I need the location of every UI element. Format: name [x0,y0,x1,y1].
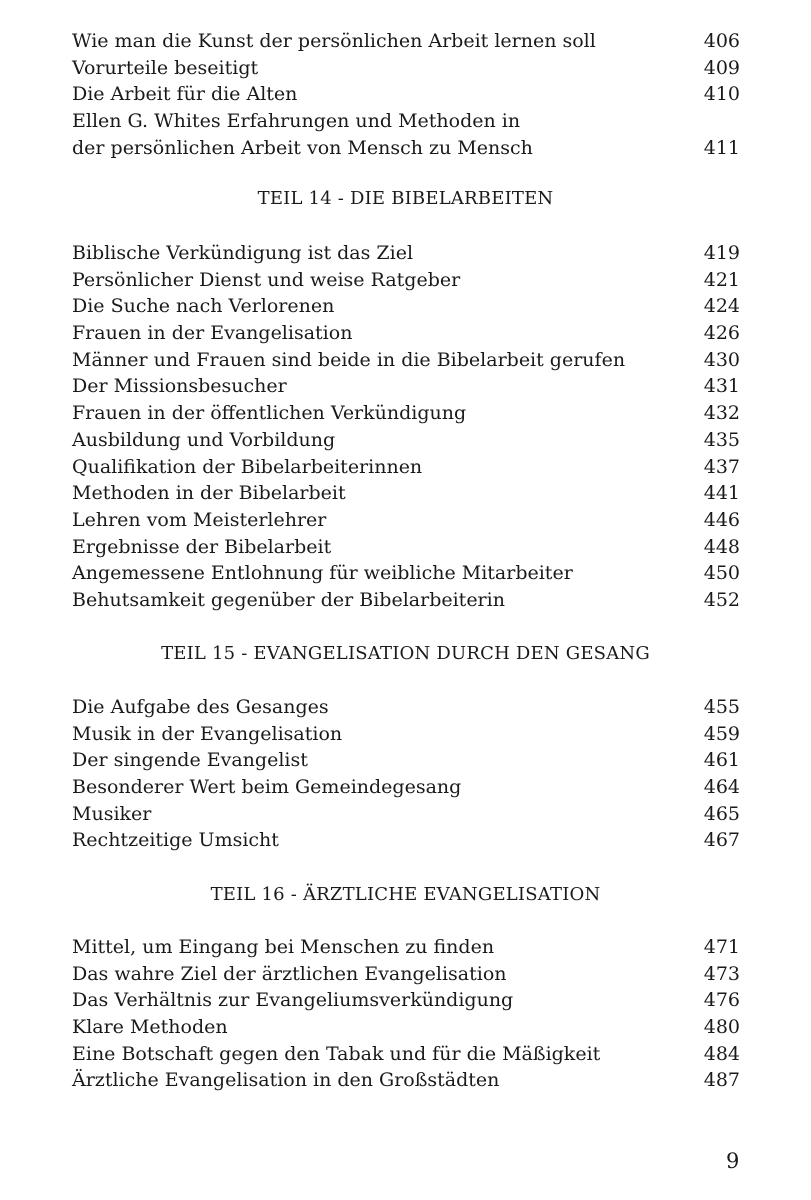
toc-section-14 [72,240,740,614]
toc-entry-title: Rechtzeitige Umsicht [72,829,279,852]
toc-entry-title: Besonderer Wert beim Gemeindegesang [72,776,462,799]
toc-entry-page: 446 [703,508,740,531]
toc-entry-page: 465 [703,802,740,825]
toc-entry-page: 409 [703,56,740,79]
page-number: 9 [726,1149,740,1173]
toc-entry-page: 487 [703,1069,740,1092]
part-heading-14: TEIL 14 - DIE BIBELARBEITEN [257,188,554,209]
toc-entry[interactable] [72,801,740,828]
toc-entry-page: 441 [703,482,740,505]
toc-entry-page: 476 [703,989,740,1012]
toc-entry[interactable] [72,934,740,961]
toc-entry-title: Der Missionsbesucher [72,375,287,398]
toc-entry[interactable] [72,373,740,400]
toc-entry-title: Der singende Evangelist [72,749,308,772]
toc-entry[interactable] [72,1014,740,1041]
toc-entry[interactable] [72,507,740,534]
toc-entry-title: Musiker [72,802,152,825]
part-heading-16: TEIL 16 - ÄRZTLICHE EVANGELISATION [210,884,601,905]
toc-entry-title: der persönlichen Arbeit von Mensch zu Mensch [72,136,533,159]
toc-entry[interactable] [72,454,740,481]
toc-entry-page: 406 [703,30,740,52]
toc-entry[interactable] [72,774,740,801]
toc-entry-title: Frauen in der öffentlichen Verkündigung [72,402,467,425]
toc-entry-title: Biblische Verkündigung ist das Ziel [72,242,414,264]
toc-entry-page: 426 [703,322,740,345]
toc-entry-title: Methoden in der Bibelarbeit [72,482,346,505]
toc-entry-page: 437 [703,455,740,478]
toc-entry[interactable] [72,721,740,748]
toc-entry-title: Behutsamkeit gegenüber der Bibelarbeiterin [72,588,505,611]
toc-entry-page: 410 [703,83,740,106]
toc-entry-page: 435 [703,428,740,451]
toc-entry-title: Persönlicher Dienst und weise Ratgeber [72,268,461,291]
toc-entry-title: Ellen G. Whites Erfahrungen und Methoden in [72,110,521,133]
toc-entry-title: Klare Methoden [72,1016,228,1039]
toc-entry-title: Mittel, um Eingang bei Menschen zu finden [72,936,495,958]
toc-entry-page: 411 [703,136,740,159]
toc-entry-page: 448 [703,535,740,558]
toc-entry[interactable] [72,293,740,320]
toc-entry-page: 473 [703,962,740,985]
toc-entry[interactable] [72,55,740,82]
toc-entry[interactable] [72,747,740,774]
toc-entry-title: Vorurteile beseitigt [72,56,259,79]
toc-entry[interactable] [72,347,740,374]
toc-entry[interactable] [72,28,740,55]
toc-entry[interactable] [72,267,740,294]
toc-entry-title: Das wahre Ziel der ärztlichen Evangelisation [72,962,507,985]
toc-entry-page: 430 [703,348,740,371]
toc-entry[interactable] [72,987,740,1014]
toc-entry-title: Die Arbeit für die Alten [72,83,298,106]
toc-entry[interactable] [72,427,740,454]
part-heading-15: TEIL 15 - EVANGELISATION DURCH DEN GESANG [161,643,650,664]
toc-entry[interactable] [72,135,740,162]
toc-entry-title: Das Verhältnis zur Evangeliumsverkündigung [72,989,514,1012]
toc-entry-page: 455 [703,696,740,718]
toc-entry-title: Wie man die Kunst der persönlichen Arbeit lernen soll [72,30,596,52]
toc-entry-title: Ärztliche Evangelisation in den Großstädten [72,1069,500,1092]
toc-entry-title: Lehren vom Meisterlehrer [72,508,327,531]
toc-entry-title: Eine Botschaft gegen den Tabak und für die Mäßigkeit [72,1042,601,1065]
toc-entry-page: 424 [703,295,740,318]
toc-entry[interactable] [72,81,740,108]
toc-entry-page: 432 [703,402,740,425]
toc-entry[interactable] [72,240,740,267]
toc-entry-title: Die Aufgabe des Gesanges [72,696,329,718]
toc-entry-title: Angemessene Entlohnung für weibliche Mitarbeiter [72,562,573,585]
toc-entry[interactable] [72,1067,740,1094]
toc-entry-page: 467 [703,829,740,852]
toc-entry-page: 419 [703,242,740,264]
toc-entry[interactable] [72,400,740,427]
toc-entry-title: Ausbildung und Vorbildung [72,428,336,451]
toc-entry-page: 484 [703,1042,740,1065]
toc-entry-page: 480 [703,1016,740,1039]
toc-entry[interactable] [72,480,740,507]
toc-entry-title: Männer und Frauen sind beide in die Bibelarbeit gerufen [72,348,626,371]
toc-entry-title: Musik in der Evangelisation [72,722,343,745]
toc-entry-page: 452 [703,588,740,611]
toc-entry-title: Frauen in der Evangelisation [72,322,353,345]
toc-entry[interactable] [72,961,740,988]
toc-section-15 [72,694,740,854]
toc-entry[interactable] [72,587,740,614]
toc-entry-title: Die Suche nach Verlorenen [72,295,335,318]
toc-entry-page: 464 [703,776,740,799]
toc-entry[interactable] [72,534,740,561]
toc-entry-page: 461 [703,749,740,772]
toc-entry-page: 421 [703,268,740,291]
toc-entry-page: 471 [703,936,740,958]
toc-section-13-tail [72,28,740,161]
toc-entry[interactable] [72,560,740,587]
toc-entry-title: Ergebnisse der Bibelarbeit [72,535,332,558]
toc-entry-title: Qualifikation der Bibelarbeiterinnen [72,455,423,478]
toc-entry-page: 431 [703,375,740,398]
toc-entry[interactable] [72,827,740,854]
toc-entry[interactable] [72,320,740,347]
toc-entry[interactable] [72,108,740,135]
toc-entry-page: 450 [703,562,740,585]
toc-entry-page: 459 [703,722,740,745]
toc-entry[interactable] [72,1041,740,1068]
toc-entry[interactable] [72,694,740,721]
toc-section-16 [72,934,740,1094]
